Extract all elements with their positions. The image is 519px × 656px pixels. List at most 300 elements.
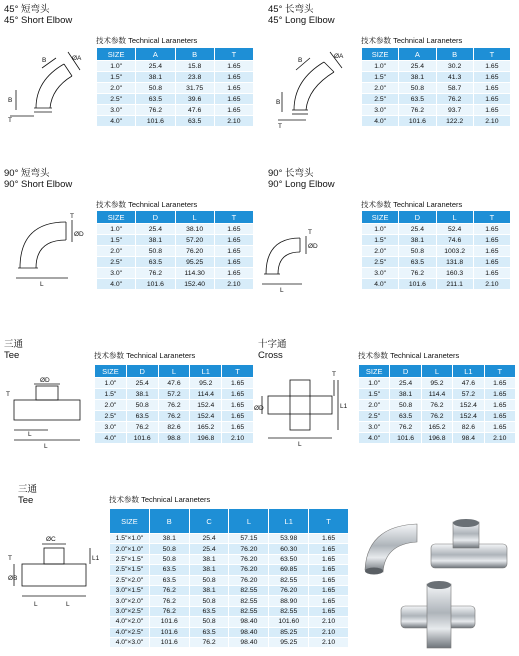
table-cell: 76.2 bbox=[158, 400, 190, 411]
table-cell: 160.3 bbox=[436, 268, 473, 279]
spec-table-tee bbox=[94, 364, 254, 444]
table-cell: 95.25 bbox=[175, 257, 214, 268]
table-cell: 74.6 bbox=[436, 235, 473, 246]
col-header-size: SIZE bbox=[359, 365, 390, 378]
table-cell: 25.4 bbox=[136, 61, 175, 72]
table-cell: 1.0" bbox=[97, 224, 136, 235]
col-header-b: B bbox=[175, 48, 214, 61]
table-cell: 1.65 bbox=[484, 411, 515, 422]
table-cell: 47.6 bbox=[158, 378, 190, 389]
label-t: T bbox=[8, 555, 12, 562]
table-cell: 1.65 bbox=[222, 400, 254, 411]
table-cell: 25.4 bbox=[189, 534, 229, 544]
table-row bbox=[110, 534, 349, 544]
table-cell: 3.0"×1.5" bbox=[110, 585, 150, 595]
table-cell: 3.0" bbox=[97, 105, 136, 116]
table-row bbox=[97, 61, 254, 72]
table-row bbox=[362, 94, 511, 105]
table-cell: 98.8 bbox=[158, 433, 190, 444]
table-cell: 76.2 bbox=[189, 637, 229, 647]
table-row bbox=[95, 389, 254, 400]
table-cell: 63.5 bbox=[149, 565, 189, 575]
table-cell: 82.55 bbox=[269, 606, 309, 616]
table-cell: 98.4 bbox=[453, 433, 484, 444]
spec-table-90-long-elbow bbox=[361, 210, 511, 290]
table-row bbox=[97, 224, 254, 235]
col-header-t: T bbox=[214, 48, 253, 61]
table-cell: 1.65 bbox=[484, 422, 515, 433]
col-header-size: SIZE bbox=[97, 211, 136, 224]
table-cell: 58.7 bbox=[436, 83, 473, 94]
col-header-size: SIZE bbox=[97, 48, 136, 61]
table-cell: 101.6 bbox=[136, 279, 175, 290]
table-cell: 88.90 bbox=[269, 596, 309, 606]
label-t: T bbox=[70, 213, 74, 220]
table-cell: 82.55 bbox=[229, 606, 269, 616]
label-a: ØA bbox=[72, 55, 82, 62]
table-cell: 98.40 bbox=[229, 627, 269, 637]
table-cell: 15.8 bbox=[175, 61, 214, 72]
spec-label-tee: 技术参数 Technical Laraneters bbox=[94, 351, 196, 360]
title-90-long-elbow: 90° 长弯头 90° Long Elbow bbox=[268, 168, 335, 190]
label-a: ØA bbox=[334, 53, 344, 60]
table-cell: 152.40 bbox=[175, 279, 214, 290]
table-cell: 76.2 bbox=[149, 606, 189, 616]
col-header-t: T bbox=[484, 365, 515, 378]
table-cell: 122.2 bbox=[436, 116, 473, 127]
table-cell: 63.5 bbox=[189, 627, 229, 637]
table-row bbox=[95, 411, 254, 422]
label-t: T bbox=[308, 229, 312, 236]
table-cell: 2.10 bbox=[484, 433, 515, 444]
table-cell: 38.1 bbox=[399, 72, 436, 83]
table-row bbox=[359, 400, 516, 411]
table-row bbox=[95, 378, 254, 389]
table-cell: 1.0" bbox=[97, 61, 136, 72]
table-cell: 76.2 bbox=[390, 422, 421, 433]
label-l-left: L bbox=[34, 601, 38, 608]
drawing-reducing-tee bbox=[8, 534, 104, 618]
table-cell: 57.15 bbox=[229, 534, 269, 544]
table-cell: 38.1 bbox=[126, 389, 158, 400]
col-header-size: SIZE bbox=[362, 48, 399, 61]
table-cell: 47.6 bbox=[453, 378, 484, 389]
table-cell: 76.2 bbox=[136, 268, 175, 279]
spec-label-45-long: 技术参数 Technical Laraneters bbox=[361, 36, 463, 45]
table-cell: 2.0" bbox=[97, 83, 136, 94]
table-cell: 50.8 bbox=[189, 596, 229, 606]
table-row bbox=[95, 422, 254, 433]
table-row bbox=[359, 411, 516, 422]
col-header-l: L bbox=[421, 365, 452, 378]
table-cell: 101.6 bbox=[149, 627, 189, 637]
table-cell: 2.0" bbox=[359, 400, 390, 411]
table-cell: 1.65 bbox=[309, 606, 349, 616]
table-cell: 1.65 bbox=[214, 83, 253, 94]
table-row bbox=[362, 105, 511, 116]
table-cell: 2.5"×1.5" bbox=[110, 565, 150, 575]
table-cell: 1.65 bbox=[214, 235, 253, 246]
table-cell: 165.2 bbox=[421, 422, 452, 433]
label-t: T bbox=[332, 371, 336, 378]
table-cell: 25.4 bbox=[126, 378, 158, 389]
table-cell: 76.20 bbox=[229, 575, 269, 585]
table-cell: 101.6 bbox=[399, 116, 436, 127]
col-header-t: T bbox=[473, 211, 510, 224]
table-cell: 101.6 bbox=[399, 279, 436, 290]
table-cell: 2.5" bbox=[95, 411, 127, 422]
table-cell: 31.75 bbox=[175, 83, 214, 94]
table-row bbox=[97, 94, 254, 105]
col-header-a: A bbox=[399, 48, 436, 61]
table-cell: 1.5" bbox=[97, 235, 136, 246]
col-header-t: T bbox=[309, 509, 349, 534]
table-cell: 2.5" bbox=[97, 94, 136, 105]
table-cell: 1.65 bbox=[222, 389, 254, 400]
table-cell: 4.0"×3.0" bbox=[110, 637, 150, 647]
elbow-inner-arc bbox=[50, 76, 72, 108]
spec-table-reducing-tee bbox=[109, 508, 349, 648]
table-cell: 63.5 bbox=[136, 94, 175, 105]
table-cell: 1.65 bbox=[214, 94, 253, 105]
title-45-long-elbow: 45° 长弯头 45° Long Elbow bbox=[268, 4, 335, 26]
table-cell: 2.10 bbox=[473, 279, 510, 290]
spec-table-45-short-elbow bbox=[96, 47, 254, 127]
table-cell: 25.4 bbox=[390, 378, 421, 389]
table-cell: 38.1 bbox=[189, 585, 229, 595]
table-cell: 38.1 bbox=[399, 235, 436, 246]
table-cell: 50.8 bbox=[399, 246, 436, 257]
table-row bbox=[110, 575, 349, 585]
table-cell: 2.5" bbox=[359, 411, 390, 422]
table-cell: 1.65 bbox=[484, 378, 515, 389]
table-row bbox=[362, 246, 511, 257]
label-b: B bbox=[42, 57, 47, 64]
table-cell: 76.2 bbox=[158, 411, 190, 422]
table-cell: 2.10 bbox=[214, 279, 253, 290]
table-cell: 63.50 bbox=[269, 554, 309, 564]
table-cell: 38.1 bbox=[136, 72, 175, 83]
spec-label-90-long: 技术参数 Technical Laraneters bbox=[361, 200, 463, 209]
spec-label-reducing-tee: 技术参数 Technical Laraneters bbox=[109, 495, 211, 504]
table-row bbox=[362, 116, 511, 127]
table-cell: 82.55 bbox=[269, 575, 309, 585]
table-cell: 30.2 bbox=[436, 61, 473, 72]
table-cell: 57.20 bbox=[175, 235, 214, 246]
table-cell: 1.65 bbox=[473, 94, 510, 105]
table-cell: 76.2 bbox=[421, 400, 452, 411]
title-45-short-elbow: 45° 短弯头 45° Short Elbow bbox=[4, 4, 73, 26]
table-cell: 4.0" bbox=[97, 116, 136, 127]
table-cell: 63.5 bbox=[399, 94, 436, 105]
table-cell: 98.40 bbox=[229, 637, 269, 647]
table-cell: 63.5 bbox=[390, 411, 421, 422]
table-cell: 76.20 bbox=[175, 246, 214, 257]
col-header-t: T bbox=[214, 211, 253, 224]
table-cell: 25.4 bbox=[136, 224, 175, 235]
table-cell: 1003.2 bbox=[436, 246, 473, 257]
table-cell: 82.6 bbox=[453, 422, 484, 433]
table-cell: 101.6 bbox=[126, 433, 158, 444]
table-cell: 41.3 bbox=[436, 72, 473, 83]
table-cell: 2.5" bbox=[97, 257, 136, 268]
label-t: T bbox=[8, 117, 12, 124]
table-cell: 2.5" bbox=[362, 94, 399, 105]
table-cell: 25.4 bbox=[189, 544, 229, 554]
table-cell: 50.8 bbox=[136, 246, 175, 257]
table-cell: 1.65 bbox=[484, 400, 515, 411]
table-cell: 4.0" bbox=[362, 279, 399, 290]
col-header-d: D bbox=[136, 211, 175, 224]
table-cell: 196.8 bbox=[190, 433, 222, 444]
table-cell: 3.0" bbox=[359, 422, 390, 433]
table-cell: 50.8 bbox=[189, 575, 229, 585]
table-cell: 3.0"×2.0" bbox=[110, 596, 150, 606]
table-row bbox=[97, 235, 254, 246]
table-cell: 1.65 bbox=[214, 224, 253, 235]
table-cell: 25.4 bbox=[399, 224, 436, 235]
table-row bbox=[362, 224, 511, 235]
table-cell: 95.25 bbox=[269, 637, 309, 647]
table-cell: 95.2 bbox=[190, 378, 222, 389]
table-cell: 76.2 bbox=[399, 105, 436, 116]
table-cell: 60.30 bbox=[269, 544, 309, 554]
col-header-t: T bbox=[222, 365, 254, 378]
table-row bbox=[110, 585, 349, 595]
label-d: ØD bbox=[74, 231, 84, 238]
table-cell: 152.4 bbox=[190, 400, 222, 411]
table-cell: 2.0" bbox=[362, 246, 399, 257]
table-cell: 50.8 bbox=[149, 554, 189, 564]
table-cell: 63.5 bbox=[149, 575, 189, 585]
table-cell: 1.65 bbox=[309, 575, 349, 585]
table-cell: 1.65 bbox=[473, 257, 510, 268]
table-row bbox=[362, 268, 511, 279]
spec-label-cross: 技术参数 Technical Laraneters bbox=[358, 351, 460, 360]
table-cell: 3.0" bbox=[95, 422, 127, 433]
table-cell: 1.65 bbox=[214, 72, 253, 83]
table-cell: 131.8 bbox=[436, 257, 473, 268]
table-cell: 1.65 bbox=[214, 268, 253, 279]
label-b-side: B bbox=[8, 97, 13, 104]
label-l: L bbox=[28, 431, 32, 438]
table-cell: 76.2 bbox=[136, 105, 175, 116]
table-cell: 2.10 bbox=[222, 433, 254, 444]
label-l: L bbox=[280, 287, 284, 294]
spec-table-45-long-elbow bbox=[361, 47, 511, 127]
table-cell: 1.5" bbox=[362, 235, 399, 246]
table-cell: 76.20 bbox=[229, 565, 269, 575]
table-cell: 38.10 bbox=[175, 224, 214, 235]
table-cell: 76.2 bbox=[149, 596, 189, 606]
table-row bbox=[110, 627, 349, 637]
table-row bbox=[97, 257, 254, 268]
table-row bbox=[95, 433, 254, 444]
table-cell: 101.6 bbox=[390, 433, 421, 444]
table-row bbox=[359, 433, 516, 444]
table-cell: 2.5"×1.5" bbox=[110, 554, 150, 564]
table-cell: 69.85 bbox=[269, 565, 309, 575]
table-cell: 2.5" bbox=[362, 257, 399, 268]
table-cell: 1.65 bbox=[214, 105, 253, 116]
drawing-45-long-elbow bbox=[276, 50, 358, 130]
table-row bbox=[359, 389, 516, 400]
table-cell: 2.10 bbox=[473, 116, 510, 127]
table-row bbox=[97, 72, 254, 83]
table-cell: 1.65 bbox=[473, 61, 510, 72]
table-cell: 1.65 bbox=[214, 246, 253, 257]
table-cell: 1.65 bbox=[309, 534, 349, 544]
table-row bbox=[110, 565, 349, 575]
table-row bbox=[362, 279, 511, 290]
table-cell: 1.65 bbox=[473, 72, 510, 83]
table-cell: 152.4 bbox=[190, 411, 222, 422]
table-cell: 63.5 bbox=[189, 606, 229, 616]
table-cell: 82.55 bbox=[229, 596, 269, 606]
table-cell: 1.65 bbox=[473, 224, 510, 235]
table-cell: 1.65 bbox=[309, 554, 349, 564]
table-row bbox=[95, 400, 254, 411]
col-header-b: B bbox=[149, 509, 189, 534]
col-header-l: L bbox=[229, 509, 269, 534]
col-header-d: D bbox=[126, 365, 158, 378]
table-cell: 50.8 bbox=[126, 400, 158, 411]
table-cell: 1.5"×1.0" bbox=[110, 534, 150, 544]
table-row bbox=[362, 257, 511, 268]
table-cell: 93.7 bbox=[436, 105, 473, 116]
table-row bbox=[362, 235, 511, 246]
fittings-photo bbox=[357, 514, 512, 650]
table-row bbox=[110, 617, 349, 627]
table-cell: 63.5 bbox=[399, 257, 436, 268]
table-cell: 2.0" bbox=[95, 400, 127, 411]
title-90-short-elbow: 90° 短弯头 90° Short Elbow bbox=[4, 168, 73, 190]
table-row bbox=[97, 83, 254, 94]
table-cell: 2.10 bbox=[214, 116, 253, 127]
table-cell: 63.5 bbox=[175, 116, 214, 127]
table-cell: 63.5 bbox=[136, 257, 175, 268]
table-cell: 82.55 bbox=[229, 585, 269, 595]
drawing-90-short-elbow bbox=[8, 208, 90, 288]
spec-label-45-short: 技术参数 Technical Laraneters bbox=[96, 36, 198, 45]
col-header-size: SIZE bbox=[110, 509, 150, 534]
col-header-l1: L1 bbox=[269, 509, 309, 534]
label-l1: L1 bbox=[92, 555, 100, 562]
table-cell: 1.0" bbox=[95, 378, 127, 389]
col-header-c: C bbox=[189, 509, 229, 534]
title-cross: 十字通 Cross bbox=[258, 339, 287, 361]
table-row bbox=[110, 596, 349, 606]
table-cell: 152.4 bbox=[453, 400, 484, 411]
table-cell: 1.65 bbox=[473, 83, 510, 94]
col-header-size: SIZE bbox=[95, 365, 127, 378]
title-tee: 三通 Tee bbox=[4, 339, 24, 361]
table-cell: 1.65 bbox=[309, 596, 349, 606]
table-cell: 50.8 bbox=[189, 617, 229, 627]
table-row bbox=[110, 606, 349, 616]
col-header-l: L bbox=[158, 365, 190, 378]
label-t: T bbox=[6, 391, 10, 398]
drawing-tee bbox=[6, 378, 90, 450]
table-row bbox=[110, 637, 349, 647]
table-cell: 2.5"×2.0" bbox=[110, 575, 150, 585]
table-cell: 101.6 bbox=[149, 637, 189, 647]
table-cell: 76.2 bbox=[126, 422, 158, 433]
table-cell: 1.0" bbox=[362, 224, 399, 235]
table-row bbox=[97, 268, 254, 279]
table-cell: 2.10 bbox=[309, 627, 349, 637]
table-cell: 1.65 bbox=[222, 378, 254, 389]
table-cell: 47.6 bbox=[175, 105, 214, 116]
label-l-right: L bbox=[66, 601, 70, 608]
col-header-a: A bbox=[136, 48, 175, 61]
table-cell: 1.65 bbox=[309, 544, 349, 554]
table-cell: 25.4 bbox=[399, 61, 436, 72]
table-row bbox=[362, 83, 511, 94]
table-cell: 1.0" bbox=[362, 61, 399, 72]
table-cell: 23.8 bbox=[175, 72, 214, 83]
table-cell: 114.4 bbox=[421, 389, 452, 400]
table-cell: 196.8 bbox=[421, 433, 452, 444]
table-cell: 2.0"×1.0" bbox=[110, 544, 150, 554]
table-cell: 63.5 bbox=[126, 411, 158, 422]
table-row bbox=[97, 105, 254, 116]
table-cell: 1.65 bbox=[473, 268, 510, 279]
table-cell: 165.2 bbox=[190, 422, 222, 433]
table-cell: 76.20 bbox=[269, 585, 309, 595]
label-d: ØD bbox=[40, 377, 50, 384]
table-cell: 1.0" bbox=[359, 378, 390, 389]
col-header-d: D bbox=[399, 211, 436, 224]
table-cell: 1.65 bbox=[214, 61, 253, 72]
label-l: L bbox=[298, 441, 302, 448]
drawing-45-short-elbow bbox=[6, 50, 88, 130]
table-cell: 3.0" bbox=[362, 105, 399, 116]
table-cell: 1.65 bbox=[309, 585, 349, 595]
table-cell: 85.25 bbox=[269, 627, 309, 637]
table-cell: 152.4 bbox=[453, 411, 484, 422]
table-cell: 57.2 bbox=[158, 389, 190, 400]
table-cell: 3.0" bbox=[362, 268, 399, 279]
table-row bbox=[359, 378, 516, 389]
table-row bbox=[359, 422, 516, 433]
table-cell: 38.1 bbox=[189, 565, 229, 575]
table-cell: 76.20 bbox=[229, 554, 269, 564]
table-cell: 114.30 bbox=[175, 268, 214, 279]
col-header-l1: L1 bbox=[453, 365, 484, 378]
table-cell: 53.98 bbox=[269, 534, 309, 544]
table-cell: 4.0"×2.5" bbox=[110, 627, 150, 637]
table-cell: 1.5" bbox=[97, 72, 136, 83]
table-cell: 38.1 bbox=[390, 389, 421, 400]
table-cell: 2.0" bbox=[97, 246, 136, 257]
table-cell: 211.1 bbox=[436, 279, 473, 290]
label-t: T bbox=[278, 123, 282, 130]
table-cell: 82.6 bbox=[158, 422, 190, 433]
table-cell: 1.65 bbox=[222, 422, 254, 433]
table-cell: 101.6 bbox=[149, 617, 189, 627]
table-cell: 4.0" bbox=[97, 279, 136, 290]
table-cell: 2.0" bbox=[362, 83, 399, 94]
table-cell: 114.4 bbox=[190, 389, 222, 400]
table-cell: 3.0" bbox=[97, 268, 136, 279]
label-l1: L1 bbox=[340, 403, 348, 410]
table-cell: 1.65 bbox=[473, 235, 510, 246]
table-cell: 50.8 bbox=[399, 83, 436, 94]
table-cell: 101.60 bbox=[269, 617, 309, 627]
table-cell: 1.65 bbox=[473, 105, 510, 116]
table-row bbox=[362, 61, 511, 72]
